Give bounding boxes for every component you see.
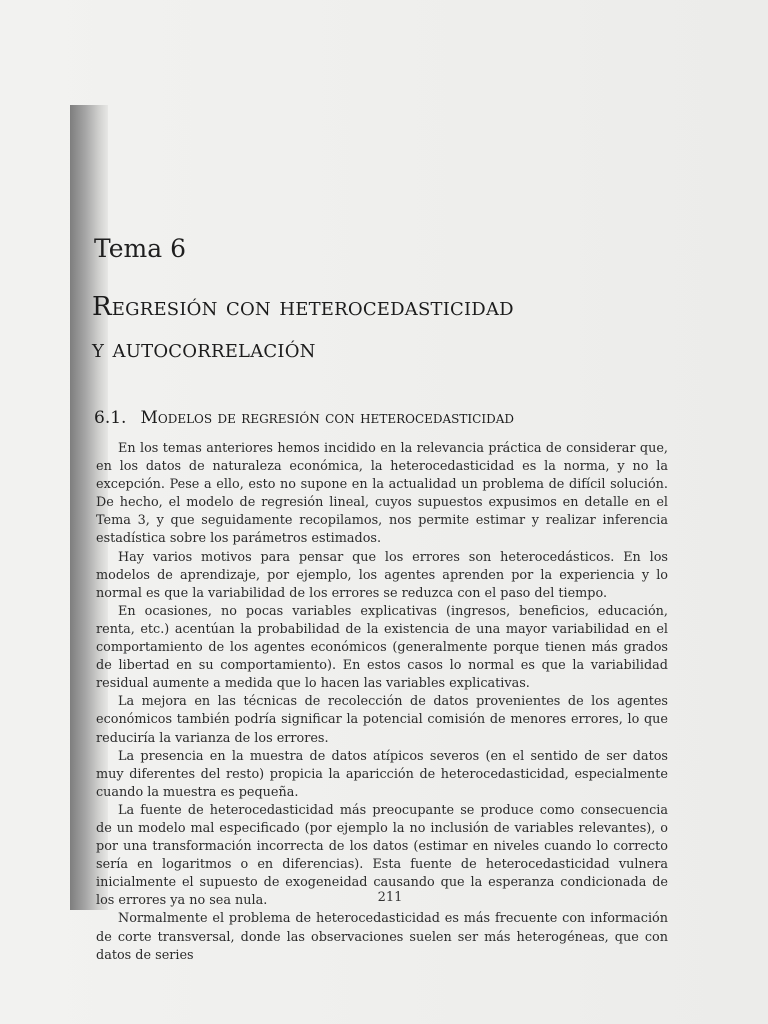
paragraph: En ocasiones, no pocas variables explicativas (ingresos, beneficios, educación, renta, etc.) acentúan la probabilidad de la existencia de una mayor variabilidad en el comportamiento de los agentes económicos (generalmente porque tienen más grados de libertad en su comportamiento). En estos casos lo normal es que la variabilidad residual aumente a medida que lo hacen las variables explicativas.: [96, 603, 668, 692]
page-number: 211: [377, 890, 403, 905]
chapter-title-line-1: Regresión con heterocedasticidad: [92, 292, 514, 322]
paragraph: La mejora en las técnicas de recolección de datos provenientes de los agentes económicos también podría significar la potencial comisión de menores errores, lo que reduciría la varianza de los errores.: [96, 694, 668, 746]
paragraph: Hay varios motivos para pensar que los errores son heterocedásticos. En los modelos de aprendizaje, por ejemplo, los agentes aprenden por la experiencia y lo normal es que la variabilidad de los errores se reduzca con el paso del tiempo.: [96, 549, 668, 601]
paragraph: En los temas anteriores hemos incidido en la relevancia práctica de considerar que, en los datos de naturaleza económica, la heterocedasticidad es la norma, y no la excepción. Pese a ello, esto no supone en la actualidad un problema de difícil solución. De hecho, el modelo de regresión lineal, cuyos supuestos expusimos en detalle en el Tema 3, y que seguidamente recopilamos, nos permite estimar y realizar inferencia estadística sobre los parámetros estimados.: [96, 441, 668, 547]
section-title: Modelos de regresión con heterocedasticidad: [140, 408, 514, 428]
section-heading: [94, 408, 654, 428]
paragraph: La presencia en la muestra de datos atípicos severos (en el sentido de ser datos muy diferentes del resto) propicia la aparicción de heterocedasticidad, especialmente cuando la muestra es pequeña.: [96, 748, 668, 800]
chapter-title-line-2: y autocorrelación: [92, 334, 316, 364]
paragraph: Normalmente el problema de heterocedasticidad es más frecuente con información de corte transversal, donde las observaciones suelen ser más heterogéneas, que con datos de series: [96, 911, 668, 963]
paragraph: La fuente de heterocedasticidad más preocupante se produce como consecuencia de un modelo mal especificado (por ejemplo la no inclusión de variables relevantes), o por una transformación incorrecta de los datos (estimar en niveles cuando lo correcto sería en logaritmos o en diferencias). Esta fuente de heterocedasticidad vulnera inicialmente el supuesto de exogeneidad causando que la esperanza condicionada de los errores ya no sea nula.: [96, 802, 668, 909]
body-text: [96, 440, 668, 965]
chapter-kicker: Tema 6: [94, 234, 186, 263]
chapter-title: [92, 286, 692, 370]
section-number: 6.1.: [94, 408, 127, 428]
